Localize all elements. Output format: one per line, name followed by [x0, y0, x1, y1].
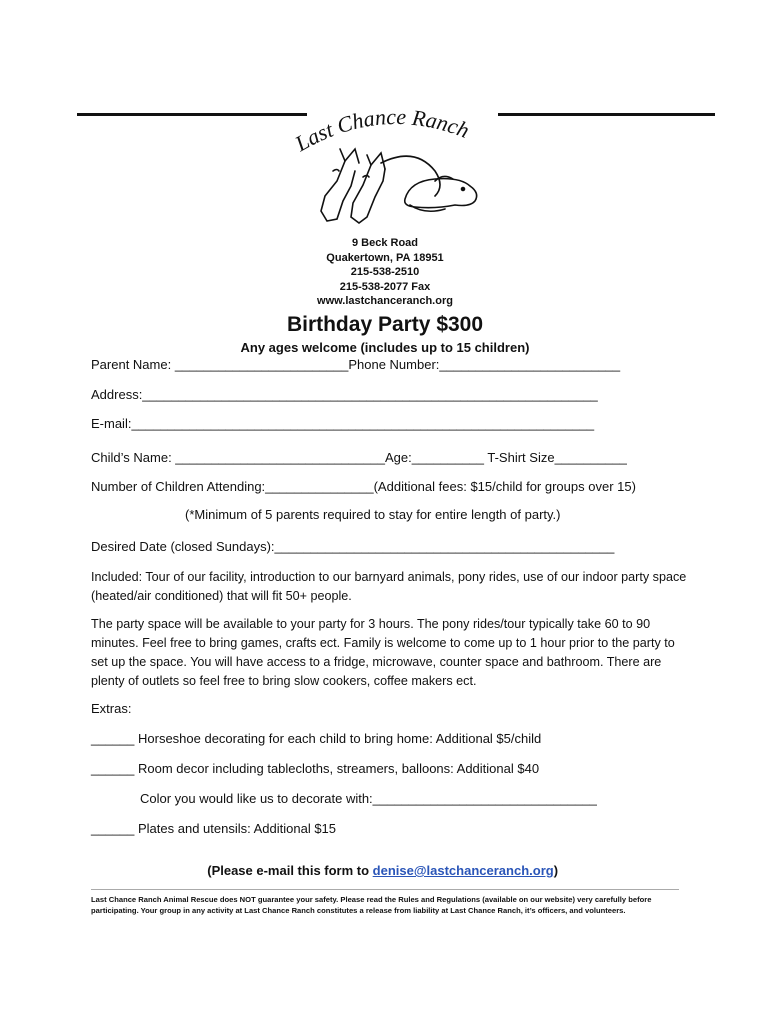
included-paragraph: Included: Tour of our facility, introduction to our barnyard animals, pony rides, use of our indoor party space (heated/air conditioned) that will fit 50+ people. [91, 570, 687, 603]
child-name-line[interactable]: Child’s Name: _____________________________Age:__________ T-Shirt Size__________ [91, 450, 627, 465]
address-phone: 215-538-2510 [350, 266, 420, 278]
parent-name-line[interactable]: Parent Name: ________________________Phone Number:_________________________ [91, 357, 621, 372]
header-rule-right [498, 113, 715, 116]
children-attending-line[interactable]: Number of Children Attending:_______________(Additional fees: $15/child for groups over 15) [91, 479, 636, 494]
address-city: Quakertown, PA 18951 [326, 251, 444, 264]
extra-plates-line[interactable]: ______ Plates and utensils: Additional $15 [91, 821, 337, 836]
email-instruction [200, 848, 558, 878]
page-title: Birthday Party $300 [286, 313, 484, 336]
address-website: www.lastchanceranch.org [317, 295, 453, 307]
decor-color-line[interactable]: Color you would like us to decorate with:_______________________________ [140, 791, 597, 806]
footer-disclaimer: Last Chance Ranch Animal Rescue does NOT guarantee your safety. Please read the Rules and Regulations (available on our website) very carefully before participating. Your group in any activity at Last Chance Ranch constitutes a release from liability at Last Chance Ranch, it’s officers, and volunteers. [91, 895, 652, 915]
extra-horseshoe-line[interactable]: ______ Horseshoe decorating for each child to bring home: Additional $5/child [91, 731, 542, 746]
logo [285, 96, 510, 231]
email-link[interactable]: denise@lastchanceranch.org [372, 863, 554, 878]
svg-text:Last Chance Ranch: Last Chance Ranch [290, 103, 473, 156]
address-fax: 215-538-2077 Fax [339, 280, 431, 293]
extras-label: Extras: [91, 701, 132, 716]
page-subtitle: Any ages welcome (includes up to 15 children) [240, 340, 530, 355]
header-rule-left [77, 113, 307, 116]
email-instruction-prefix: (Please e-mail this form to [207, 863, 373, 878]
horses-dog-illustration-icon [285, 141, 510, 231]
email-line[interactable]: E-mail:________________________________________________________________ [91, 416, 595, 431]
extra-room-decor-line[interactable]: ______ Room decor including tablecloths, streamers, balloons: Additional $40 [91, 761, 540, 776]
minimum-parents-note: (*Minimum of 5 parents required to stay for entire length of party.) [185, 507, 561, 522]
address-block [0, 236, 770, 309]
address-line[interactable]: Address:_______________________________________________________________ [91, 387, 598, 402]
footer-divider [91, 889, 679, 890]
party-space-paragraph: The party space will be available to your party for 3 hours. The pony rides/tour typically take 60 to 90 minutes. Feel free to bring games, crafts ect. Family is welcome to come up to 1 hour prior to the party to set up the space. You will have access to a fridge, microwave, counter space and bathroom. There are plenty of outlets so feel free to bring slow cookers, coffee makers ect. [91, 617, 675, 688]
email-instruction-suffix: ) [553, 863, 559, 878]
address-street: 9 Beck Road [351, 237, 419, 249]
desired-date-line[interactable]: Desired Date (closed Sundays):_______________________________________________ [91, 539, 615, 554]
